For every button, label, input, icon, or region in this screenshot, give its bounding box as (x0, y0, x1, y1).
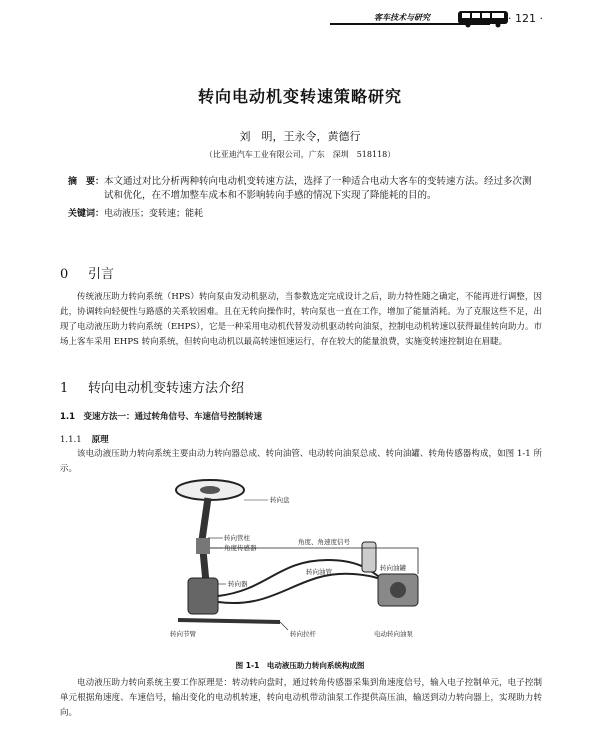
figure-caption: 图 1-1 电动液压助力转向系统构成图 (235, 661, 365, 670)
abstract-block (68, 175, 536, 221)
label-tie-rod: 转向拉杆 (290, 630, 316, 638)
abstract-label: 摘 要： (68, 177, 105, 187)
journal-name: 客车技术与研究 (330, 10, 490, 25)
subsubsection-number: 1.1.1 (60, 435, 82, 445)
keywords-text: 电动液压；变转速；能耗 (104, 209, 204, 219)
principle-intro-paragraph: 该电动液压助力转向系统主要由动力转向器总成、转向油管、电动转向油泵总成、转向油罐、转角传感器构成，如图 1-1 所示。 (60, 449, 542, 474)
page-number: · 121 · (508, 12, 543, 25)
tie-rod-drawing (178, 620, 280, 622)
subsection-heading-1-1: 1.1 变速方法一：通过转角信号、车速信号控制转速 (60, 412, 263, 422)
steering-gear-drawing (188, 578, 218, 614)
label-steering-tank: 转向油罐 (380, 564, 406, 572)
label-steering-wheel: 转向盘 (270, 496, 290, 504)
label-steering-pipe: 转向管柱 (224, 534, 250, 542)
page-header (0, 0, 600, 40)
keywords-row (68, 207, 536, 221)
label-motor-pump: 电动转向油泵 (374, 630, 413, 638)
label-angle-speed-signal: 角度、角速度信号 (298, 538, 350, 546)
affiliation: （比亚迪汽车工业有限公司，广东 深圳 518118） (204, 150, 396, 159)
paper-title: 转向电动机变转速策略研究 (197, 87, 402, 106)
section-number: 1 (60, 381, 69, 396)
steering-system-diagram (148, 470, 448, 648)
bus-logo-icon (456, 8, 510, 28)
keywords-label: 关键词： (68, 209, 105, 219)
section-title: 引言 (88, 267, 115, 282)
section-heading-intro (60, 263, 114, 282)
intro-paragraph: 传统液压助力转向系统（HPS）转向泵由发动机驱动，当参数选定完成设计之后，助力特性随之确定，不能再进行调整，因此，协调转向轻便性与路感的关系较困难。且在无转向操作时，转向泵也一直在工作，增加了能量消耗。为了克服这些不足，出现了电动液压助力转向系统（EHPS），它是一种采用电动机代替发动机驱动转向油泵，控制电动机转速以获得最佳转向助力。市场上客车采用 EHPS 转向系统，但转向电动机以最高转速恒速运行，存在较大的能量浪费，实施变转速控制迫在眉睫。 (60, 292, 542, 347)
authors: 刘 明，王永令，黄德行 (239, 130, 361, 143)
subsubsection-title: 原理 (91, 435, 109, 445)
label-steering-hose: 转向油管 (306, 568, 332, 576)
abstract-text: 本文通过对比分析两种转向电动机变转速方法，选择了一种适合电动大客车的变转速方法。经过多次测试和优化，在不增加整车成本和不影响转向手感的情况下实现了降能耗的目的。 (104, 176, 532, 201)
oil-tank-drawing (362, 542, 376, 572)
label-steering-knuckle: 转向节臂 (170, 630, 196, 638)
subsubsection-heading-1-1-1 (60, 433, 109, 445)
section-title: 转向电动机变转速方法介绍 (88, 381, 245, 396)
label-angle-sensor: 角度传感器 (224, 544, 257, 552)
section-heading-1 (60, 377, 244, 396)
section-number: 0 (60, 267, 69, 282)
principle-paragraph: 电动液压助力转向系统主要工作原理是：转动转向盘时，通过转角传感器采集到角速度信号，输入电子控制单元，电子控制单元根据角速度、车速信号，输出变化的电动机转速，转向电动机带动油泵工作提供高压油，输送到动力转向器上，实现助力转向。 (60, 678, 542, 718)
label-steering-gear: 转向器 (228, 580, 248, 588)
